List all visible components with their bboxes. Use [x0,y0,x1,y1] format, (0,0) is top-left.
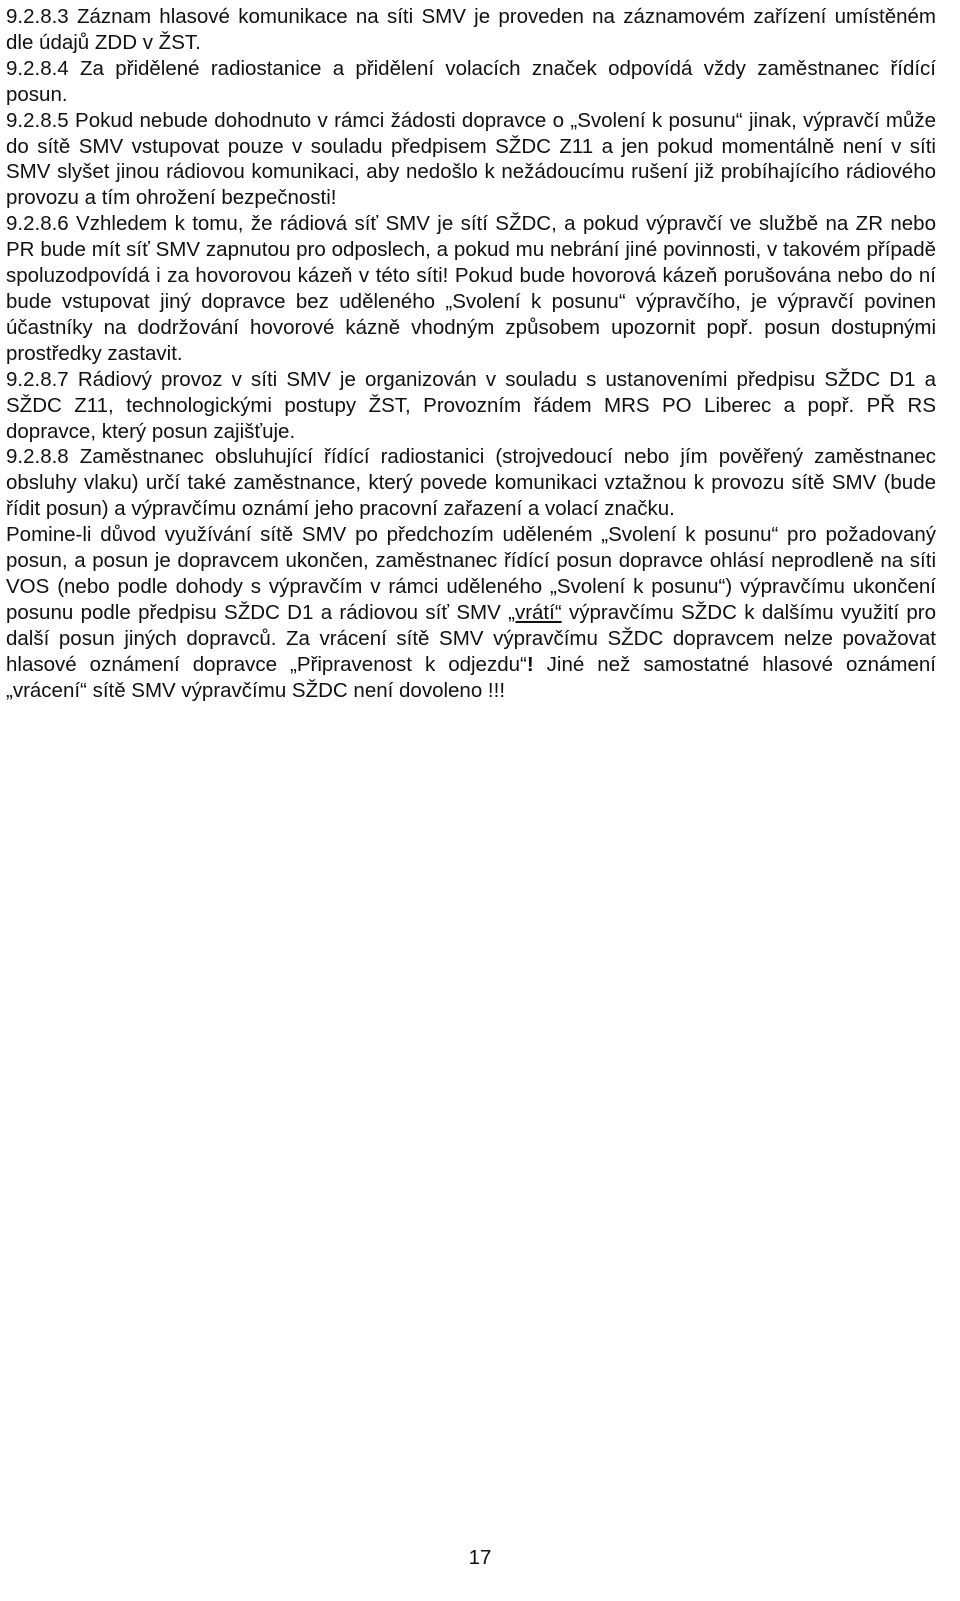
paragraph-9-2-8-3: 9.2.8.3 Záznam hlasové komunikace na síti SMV je proveden na záznamovém zařízení umístěném dle údajů ZDD v ŽST. [6,5,936,54]
document-body [6,4,936,703]
final-text-part3: Jiné než samostatné hlasové oznámení „vrácení“ sítě SMV výpravčímu SŽDC není dovoleno !!! [6,652,937,702]
paragraph-9-2-8-4: 9.2.8.4 Za přidělené radiostanice a přidělení volacích značek odpovídá vždy zaměstnanec řídící posun. [6,56,936,106]
paragraph-9-2-8-5: 9.2.8.5 Pokud nebude dohodnuto v rámci žádosti dopravce o „Svolení k posunu“ jinak, výpravčí může do sítě SMV vstupovat pouze v souladu předpisem SŽDC Z11 a jen pokud momentálně není v síti SMV slyšet jinou rádiovou komunikaci, aby nedošlo k nežádoucímu rušení již probíhajícího rádiového provozu a tím ohrožení bezpečnosti! [6,108,936,210]
final-bold-mark: ! [526,652,534,676]
paragraph-final [6,522,936,703]
final-underlined-text: „vrátí“ [508,600,562,624]
final-text-part2: výpravčímu SŽDC k dalšímu využití pro další posun jiných dopravců. Za vrácení sítě SMV výpravčímu SŽDC dopravcem nelze považovat hlasové oznámení dopravce „Připravenost k odjezdu“ [6,600,936,676]
paragraph-9-2-8-7: 9.2.8.7 Rádiový provoz v síti SMV je organizován v souladu s ustanoveními předpisu SŽDC D1 a SŽDC Z11, technologickými postupy ŽST, Provozním řádem MRS PO Liberec a popř. PŘ RS dopravce, který posun zajišťuje. [6,367,936,443]
paragraph-9-2-8-8: 9.2.8.8 Zaměstnanec obsluhující řídící radiostanici (strojvedoucí nebo jím pověřený zaměstnanec obsluhy vlaku) určí také zaměstnance, který povede komunikaci vztažnou k provozu sítě SMV (bude řídit posun) a výpravčímu oznámí jeho pracovní zařazení a volací značku. [6,445,936,521]
paragraph-9-2-8-6: 9.2.8.6 Vzhledem k tomu, že rádiová síť SMV je sítí SŽDC, a pokud výpravčí ve službě na ZR nebo PR bude mít síť SMV zapnutou pro odposlech, a pokud mu nebrání jiné povinnosti, v takovém případě spoluzodpovídá i za hovorovou kázeň v této síti! Pokud bude hovorová kázeň porušována nebo do ní bude vstupovat jiný dopravce bez uděleného „Svolení k posunu“ výpravčího, je výpravčí povinen účastníky na dodržování hovorové kázně vhodným způsobem upozornit popř. posun dostupnými prostředky zastavit. [6,212,936,365]
page-number: 17 [468,1546,492,1569]
final-text-part1: Pomine-li důvod využívání sítě SMV po předchozím uděleném „Svolení k posunu“ pro požadovaný posun, a posun je dopravcem ukončen, zaměstnanec řídící posun dopravce ohlásí neprodleně na síti VOS (nebo podle dohody s výpravčím v rámci uděleného „Svolení k posunu“) výpravčímu ukončení posunu podle předpisu SŽDC D1 a rádiovou síť SMV [6,523,936,624]
